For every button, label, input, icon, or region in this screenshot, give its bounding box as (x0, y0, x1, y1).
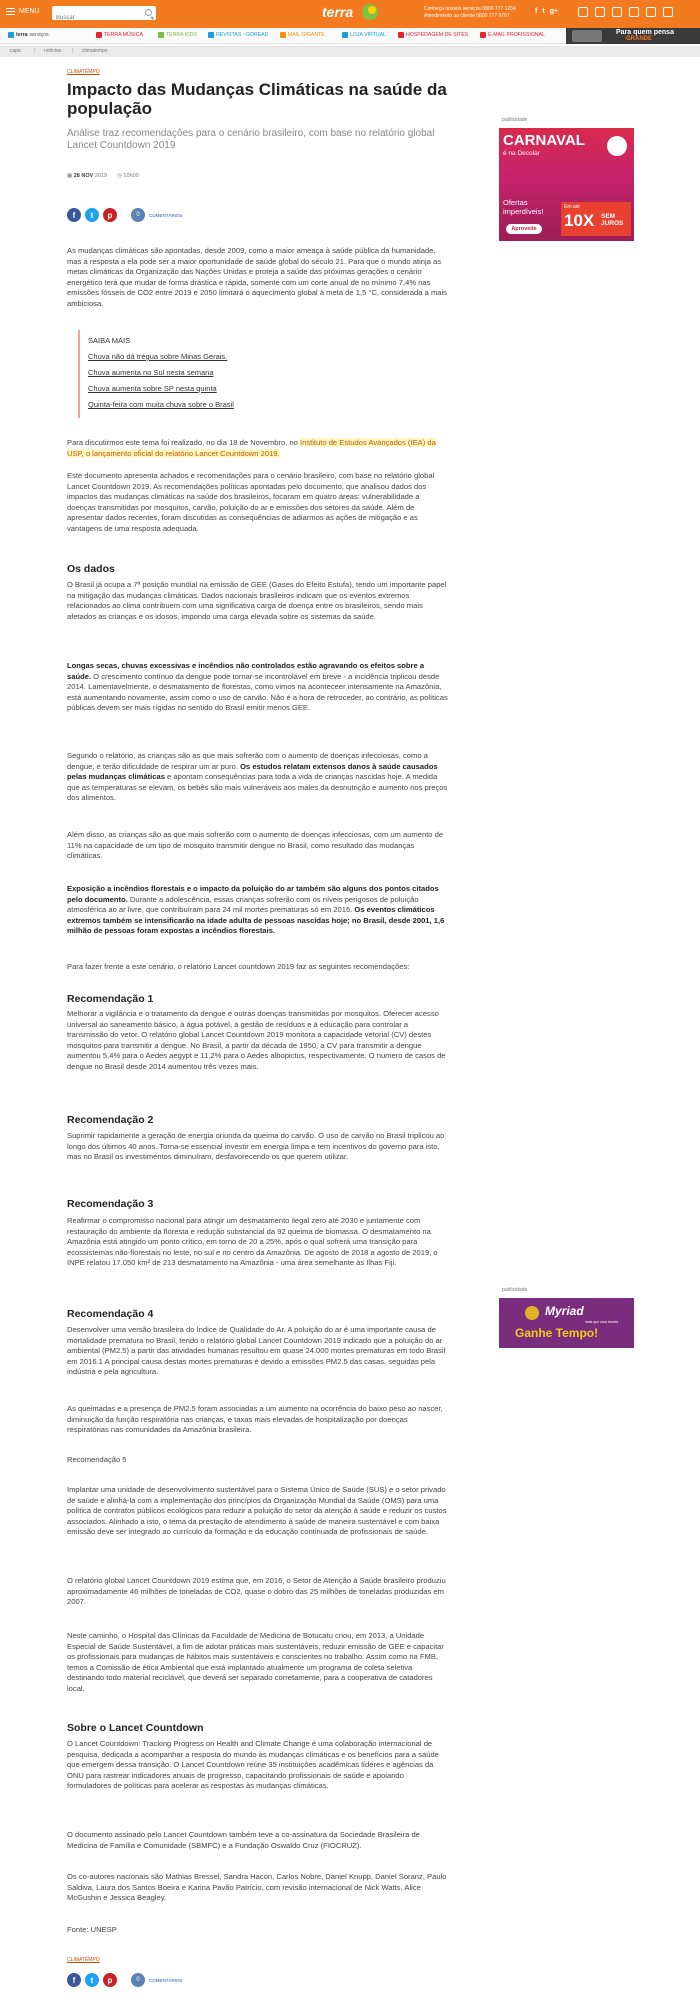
contact-services: Conheça nossos serviços 0800 777 1234 (424, 6, 516, 12)
breadcrumb-separator: | (34, 48, 36, 54)
service-link-mail[interactable] (280, 32, 325, 38)
menu-button[interactable] (6, 8, 40, 15)
dados-paragraph: O Brasil já ocupa a 7ª posição mundial na emissão de GEE (Gases do Efeito Estufa), tendo um importante papel na mitigação das mudanças climáticas. Dados nacionais brasileiros indicam que os eventos extremos relacionados ao clima contribuem com uma significativa carga de doença entre os brasileiros, sendo mais afetados as crianças e os idosos, impondo uma carga elevada sobre os sistemas da saúde. (67, 580, 447, 621)
breadcrumb-noticias[interactable]: notícias (44, 48, 62, 54)
promo-banner[interactable] (566, 28, 700, 44)
ad-cta-button[interactable]: Aproveite (506, 224, 542, 234)
apps-icon[interactable] (663, 7, 673, 17)
assinado-paragraph: O documento assinado pelo Lancet Countdown também teve a co-assinatura da Sociedade Brasileira de Medicina de Família e Comunidade (SBMFC) e a Fundação Oswaldo Cruz (FIOCRUZ). (67, 1830, 420, 1850)
secas-text: O crescimento contínuo da dengue pode tornar-se incontrolável em breve - a incidência triplicou desde 2014. Lamentavelmente, o desmatamento de florestas, como vimos na aconteceer intensamente na Amazônia, está aumentando novamente, assim como o uso de carvão. Não é a hora de retroceder, ao contrário, as políticas públicas devem ser mais rígidas no sentido do Brasil emitir menos GEE. (67, 671, 448, 712)
terra-logo[interactable]: terra (322, 4, 354, 20)
ad-sub: é na Decolar (503, 150, 540, 157)
service-link-kids[interactable] (158, 32, 197, 38)
header-tools (578, 7, 673, 17)
exposicao-text: Durante a adolescência, essas crianças sofrerão com os níveis perigosos de poluição atmosférica ao ar livre, que contribuíram para 24 mil mortes prematuras só em 2016. (67, 894, 419, 914)
time-value: 10h00 (123, 173, 139, 179)
server-icon (398, 32, 404, 38)
twitter-share-icon[interactable]: t (85, 208, 99, 222)
search-input[interactable] (52, 11, 136, 25)
menu-label: MENU (19, 8, 40, 15)
date-day: 28 NOV (73, 173, 94, 179)
comments-label: COMENTÁRIOS (149, 1977, 183, 1983)
decolar-logo-icon (607, 136, 627, 156)
discuss-paragraph (67, 438, 449, 459)
contact-info (424, 6, 516, 20)
search-icon[interactable] (145, 9, 152, 16)
sobre-paragraph: O Lancet Countdown: Tracking Progress on Health and Climate Change é uma colaboração internacional de pesquisa, dedicada a acompanhar a resposta do mundo às mudanças climáticas e os benefícios para a saúde que emergem dessa transição. O Lancet Countdown reúne 35 instituições acadêmicas líderes e agências da ONU para rastrear indicadores anuais de progresso, capacitando profissionais de saúde e apoiando formuladores de políticas para acelerar as respostas às mudanças climáticas. (67, 1739, 439, 1790)
ad-installments (561, 202, 631, 236)
recomendacao-5-text: Implantar uma unidade de desenvolvimento sustentável para o Sistema Único de Saúde (SUS) e o setor privado de saúde e alinhá-la com a implementação dos princípios da Organização Mundial da Saúde (OMS) para uma política de contratos públicos ecológicos para reduzir a poluição do setor da atenção à saúde e reduzir os custos associados. Alinhado a isto, o tema da prestação de atendimento à saúde de maneira sustentável e com baixa emissão deve ser integrado ao currículo da formação e da educação continuada de profissionais de saúde. (67, 1485, 447, 1536)
grid-icon (8, 32, 14, 38)
store-icon (342, 32, 348, 38)
breadcrumb-capa[interactable]: capa (10, 48, 21, 54)
mail-icon[interactable] (595, 7, 605, 17)
social-links (535, 8, 558, 15)
exposicao-bold-2: Os eventos climáticos extremos também se intensificarão na idade adulta de pessoas nascidas hoje; no Brasil, desde 2001, 1,6 milhão de pessoas foram expostas a incêndios florestais. (67, 905, 445, 935)
service-label: E-MAIL PROFISSIONAL (488, 32, 545, 38)
cart-icon[interactable] (646, 7, 656, 17)
heading-recomendacao-4: Recomendação 4 (67, 1308, 154, 1320)
recomendacao-4-text: Desenvolver uma versão brasileira do Índice de Qualidade do Ar. A poluição do ar é uma importante causa de mortalidade prematura no Brasil, tendo o relatório global Lancet Countdown 2019 indicado que a poluição do ar ambiental (PM2.5) a partir das atividades humanas resultou em quase 24.000 mortes prematuras em todo Brasil em 2016.1 A principal causa destas mortes prematuras é devido a emissões PM2.5 das casas, seguidas pela indústria e pela agricultura. (67, 1325, 446, 1376)
heading-recomendacao-2: Recomendação 2 (67, 1114, 154, 1126)
comments-count: 0 (131, 1973, 145, 1987)
service-link-email-pro[interactable] (480, 32, 545, 38)
search-box (52, 6, 156, 20)
breadcrumb-climatempo[interactable]: climatempo (82, 48, 108, 54)
global-paragraph: O relatório global Lancet Countdown 2019 estima que, em 2016, o Setor de Atenção à Saúde brasileiro produziu aproximadamente 46 milhões de toneladas de CO2, quase o dobro das 25 milhões de toneladas produzidas em 2007. (67, 1576, 446, 1606)
ad-headline: CARNAVAL (503, 132, 585, 149)
saiba-mais-link[interactable]: Chuva aumenta no Sul nesta semana (88, 368, 214, 377)
googleplus-icon[interactable]: g+ (549, 8, 559, 15)
footer-kicker[interactable]: CLIMATEMPO (67, 1957, 100, 1963)
criancas-text-2: e apontam consequências para toda a vida de crianças nascidas hoje. A medida que as temperaturas se elevam, os bebês são mais vulneráveis aos males da desnutrição e aumento nos preços dos alimentos. (67, 772, 448, 802)
article-subtitle: Análise traz recomendações para o cenário brasileiro, com base no relatório global Lancet Countdown 2019 (67, 128, 435, 151)
date-year: 2019 (94, 173, 108, 179)
service-link-musica[interactable] (96, 32, 143, 38)
date: ▦ 28 NOV 2019 (67, 173, 108, 179)
services-brand-name: terra (16, 32, 28, 38)
secas-paragraph (67, 661, 449, 714)
service-link-revistas[interactable] (208, 32, 268, 38)
article-kicker[interactable]: CLIMATEMPO (67, 69, 100, 75)
service-label: TERRA MÚSICA (104, 32, 143, 38)
share-bar-bottom (67, 1973, 183, 1987)
ad2-tagline: Ganhe Tempo! (515, 1326, 599, 1340)
heading-recomendacao-5: Recomendação 5 (67, 1455, 127, 1464)
kids-icon (158, 32, 164, 38)
service-link-hospedagem[interactable] (398, 32, 468, 38)
service-link-loja[interactable] (342, 32, 386, 38)
promo-line1: Para quem pensa (616, 29, 674, 36)
twitter-icon[interactable]: t (542, 8, 545, 15)
criancas-bold: Os estudos relatam extensos danos à saúde causados pelas mudanças climáticas (67, 761, 438, 781)
services-brand[interactable] (8, 32, 49, 38)
twitter-share-icon[interactable]: t (85, 1973, 99, 1987)
discuss-text: Para discutirmos este tema foi realizado, no dia 18 de Novembro, no (67, 438, 300, 447)
intro-paragraph: As mudanças climáticas são apontadas, desde 2009, como a maior ameaça à saúde pública da humanidade, mas a resposta a ela pode ser a maior oportunidade de saúde global do século 21. Para que o mundo atinja as metas climáticas da Organização das Nações Unidas e proteja a saúde das próximas gerações o cenário energético terá que mudar de forma drástica e rápida, somente com um corte anual de no mínimo 7,4% nas emissões fósseis de CO2 entre 2019 e 2050 limitará o aquecimento global à meta de 1,5 °C, considerada a mais ambiciosa. (67, 246, 447, 308)
article-title: Impacto das Mudanças Climáticas na saúde da população (67, 80, 447, 118)
heading-recomendacao-1: Recomendação 1 (67, 993, 154, 1005)
terra-logo-icon (362, 4, 378, 20)
recomendacao-3-text: Reafirmar o compromisso nacional para atingir um desmatamento ilegal zero até 2030 e juntamente com restauração do ambiente da floresta e redução substancial da 92 queima de biomassa. O desmatamento na Amazônia está atingido um ponto crítico, em torno de 20 a 25%, após o qual sofrerá uma transição para ecossistemas não-florestais no leste, no sul e no centro da Amazônia. De agosto de 2018 a agosto de 2019, o INPE relatou 17.050 km² de 213 desmatamento na Amazônia - uma área semelhante às Ilhas Fiji. (67, 1216, 438, 1267)
myriad-logo-icon (525, 1306, 539, 1320)
iea-link[interactable]: Instituto de Estudos Avançados (IEA) da USP, o lançamento oficial do relatório Lancet Countdown 2019. (67, 438, 436, 458)
alem-paragraph: Além disso, as crianças são as que mais sofrerão com o aumento de doenças infecciosas, com um aumento de 11% na capacidade de um tipo de mosquito transmitir dengue no Brasil, como resultado das mudanças climáticas. (67, 830, 444, 860)
breadcrumb-separator: | (72, 48, 74, 54)
service-label: MAIL GIGANTE (288, 32, 325, 38)
facebook-share-icon[interactable]: f (67, 208, 81, 222)
magazine-icon (208, 32, 214, 38)
service-label: LOJA VIRTUAL (350, 32, 386, 38)
exposicao-bold: Exposição a incêndios florestais e o impacto da poluição do ar também são alguns dos pontos citados pelo documento. (67, 884, 439, 904)
contact-support: Atendimento ao cliente 0800 777 9797 (424, 13, 510, 19)
comments-button[interactable] (131, 208, 183, 222)
chat-icon[interactable] (578, 7, 588, 17)
saiba-mais-link[interactable]: Chuva não dá trégua sobre Minas Gerais. (88, 352, 228, 361)
exposicao-paragraph (67, 884, 449, 937)
document-paragraph: Este documento apresenta achados e recomendações para o cenário brasileiro, com base no relatório global Lancet Countdown 2019. As recomendações políticas apontadas pelo documento, que analisou dados dos impactos das mudanças climáticas na saúde dos brasileiros, focaram em quatro áreas: vulnerabilidade a doenças transmitidas por mosquitos, carvão, poluição do ar e emissões dos setores da saúde. Além de apresentar dados recentes, foram discutidas as consequências de adiarmos as ações de mitigação e as vantagens de uma resposta adequada. (67, 471, 435, 533)
recomendacao-1-text: Melhorar a vigilância e o tratamento da dengue e outras doenças transmitidas por mosquitos. Oferecer acesso universal ao saneamento básico, à água potável, à gestão de resíduos e à educação para controlar a transmissão do vetor. O relatório global Lancet Countdown 2019 monitora a capacidade vetorial (CV) destes mosquitos para transmitir a dengue. No Brasil, a partir da década de 1950, a CV para transmitir a dengue aumentou 5,4% para o Aedes aegypt e 11,2% para o Aedes albopictus, respectivamente. O numero de casos de dengue no Brasil desde 2014 aumentou três vezes mais. (67, 1009, 446, 1071)
pm25-paragraph: As queimadas e a presença de PM2.5 foram associadas a um aumento na ocorrência do baixo peso ao nascer, diminuição da função respiratória nas crianças, e taxas mais elevadas de hospitalização por doenças respiratórias nas comunidades da Amazônia brasileira. (67, 1404, 443, 1434)
comments-count: 0 (131, 208, 145, 222)
gear-icon[interactable] (629, 7, 639, 17)
ad-myriad[interactable] (499, 1298, 634, 1348)
criancas-text: Segundo o relatório, as crianças são as que mais sofrerão com o aumento de doenças infecciosas, como a dengue, e terão dificuldade de respirar um ar puro. (67, 751, 428, 771)
hamburger-icon (6, 8, 15, 15)
frente-paragraph: Para fazer frente a este cenário, o relatório Lancet countdown 2019 faz as seguintes recomendações: (67, 962, 410, 971)
saiba-mais-title: SAIBA MAIS (88, 336, 131, 345)
service-label: TERRA KIDS (166, 32, 197, 38)
service-label: HOSPEDAGEM DE SITES (406, 32, 469, 38)
ad-juros: SEM JUROS (601, 213, 624, 227)
pinterest-share-icon[interactable]: p (103, 1973, 117, 1987)
ad-10x: 10X (564, 211, 595, 230)
saiba-mais-link[interactable]: Chuva aumenta sobre SP nesta quinta (88, 384, 217, 393)
service-label: REVISTAS - GOREAD (216, 32, 269, 38)
criancas-paragraph (67, 751, 449, 804)
recomendacao-2-text: Suprimir rapidamente a geração de energia oriunda da queima do carvão. O uso de carvão no Brasil triplicou ao longo dos últimos 40 anos. Torna-se essencial investir em energia limpa e tem incentivos do governo para isto, mas no Brasil os investimentos diminuíram, desfavorecendo os que querem utilizar. (67, 1131, 445, 1161)
ad2-brand: Myriad (545, 1304, 584, 1318)
user-icon[interactable] (612, 7, 622, 17)
comments-button[interactable] (131, 1973, 183, 1987)
facebook-share-icon[interactable]: f (67, 1973, 81, 1987)
article-meta (67, 173, 139, 179)
services-brand-suffix: serviços (29, 32, 49, 38)
promo-line2: GRANDE (626, 36, 653, 42)
promo-image (572, 30, 602, 42)
ad-em-ate: Em até (564, 204, 580, 210)
ad2-sub: mais que uma escola (585, 1320, 619, 1324)
music-icon (96, 32, 102, 38)
ad-carnaval[interactable] (499, 128, 634, 241)
email-icon (480, 32, 486, 38)
fonte: Fonte: UNESP (67, 1925, 117, 1934)
secas-bold: Longas secas, chuvas excessivas e incêndios não controlados estão agravando os efeitos sobre a saúde. (67, 661, 425, 681)
heading-sobre: Sobre o Lancet Countdown (67, 1722, 204, 1734)
breadcrumb (0, 46, 700, 57)
time: ◷ 10h00 (117, 173, 139, 179)
botucatu-paragraph: Neste caminho, o Hospital das Clínicas da Faculdade de Medicina de Botucatu criou, em 2013, a Unidade Especial de Saúde Sustentável, a fim de adotar práticas mais sustentáveis, reduzir emissão de GEE e capacitar os profissionais para mudanças de hábitos mais sustentáveis e conscientes no trabalho. Assim como na FMB, temos a Comissão de ética Ambiental que está implantado atualmente um programa de coleta seletiva destinando todo material reciclável, que deverá ser separado corretamente, para a cooperativa de catadores local. (67, 1631, 444, 1693)
facebook-icon[interactable]: f (535, 8, 538, 15)
coautores-paragraph: Os co-autores nacionais são Mathias Bressel, Sandra Hacon, Carlos Nobre, Daniel Knupp, Daniel Soranz, Paulo Saldiva, Laura dos Santos Boeira e Karina Pavão Patrício, com revisão internacional de Nick Watts, Alice McGushin e Jessica Beagley. (67, 1872, 447, 1902)
comments-label: COMENTÁRIOS (149, 212, 183, 218)
top-bar (0, 0, 700, 28)
mail-icon (280, 32, 286, 38)
heading-recomendacao-3: Recomendação 3 (67, 1198, 154, 1210)
saiba-mais-link[interactable]: Quinta-feira com muita chuva sobre o Brasil (88, 400, 234, 409)
ad-offer: Ofertas imperdíveis! (503, 198, 544, 216)
saiba-mais-box (78, 330, 328, 418)
heading-os-dados: Os dados (67, 563, 115, 575)
ad-label: publicidade (502, 117, 528, 123)
share-bar-top (67, 208, 183, 222)
pinterest-share-icon[interactable]: p (103, 208, 117, 222)
ad-label: publicidade (502, 1287, 528, 1293)
